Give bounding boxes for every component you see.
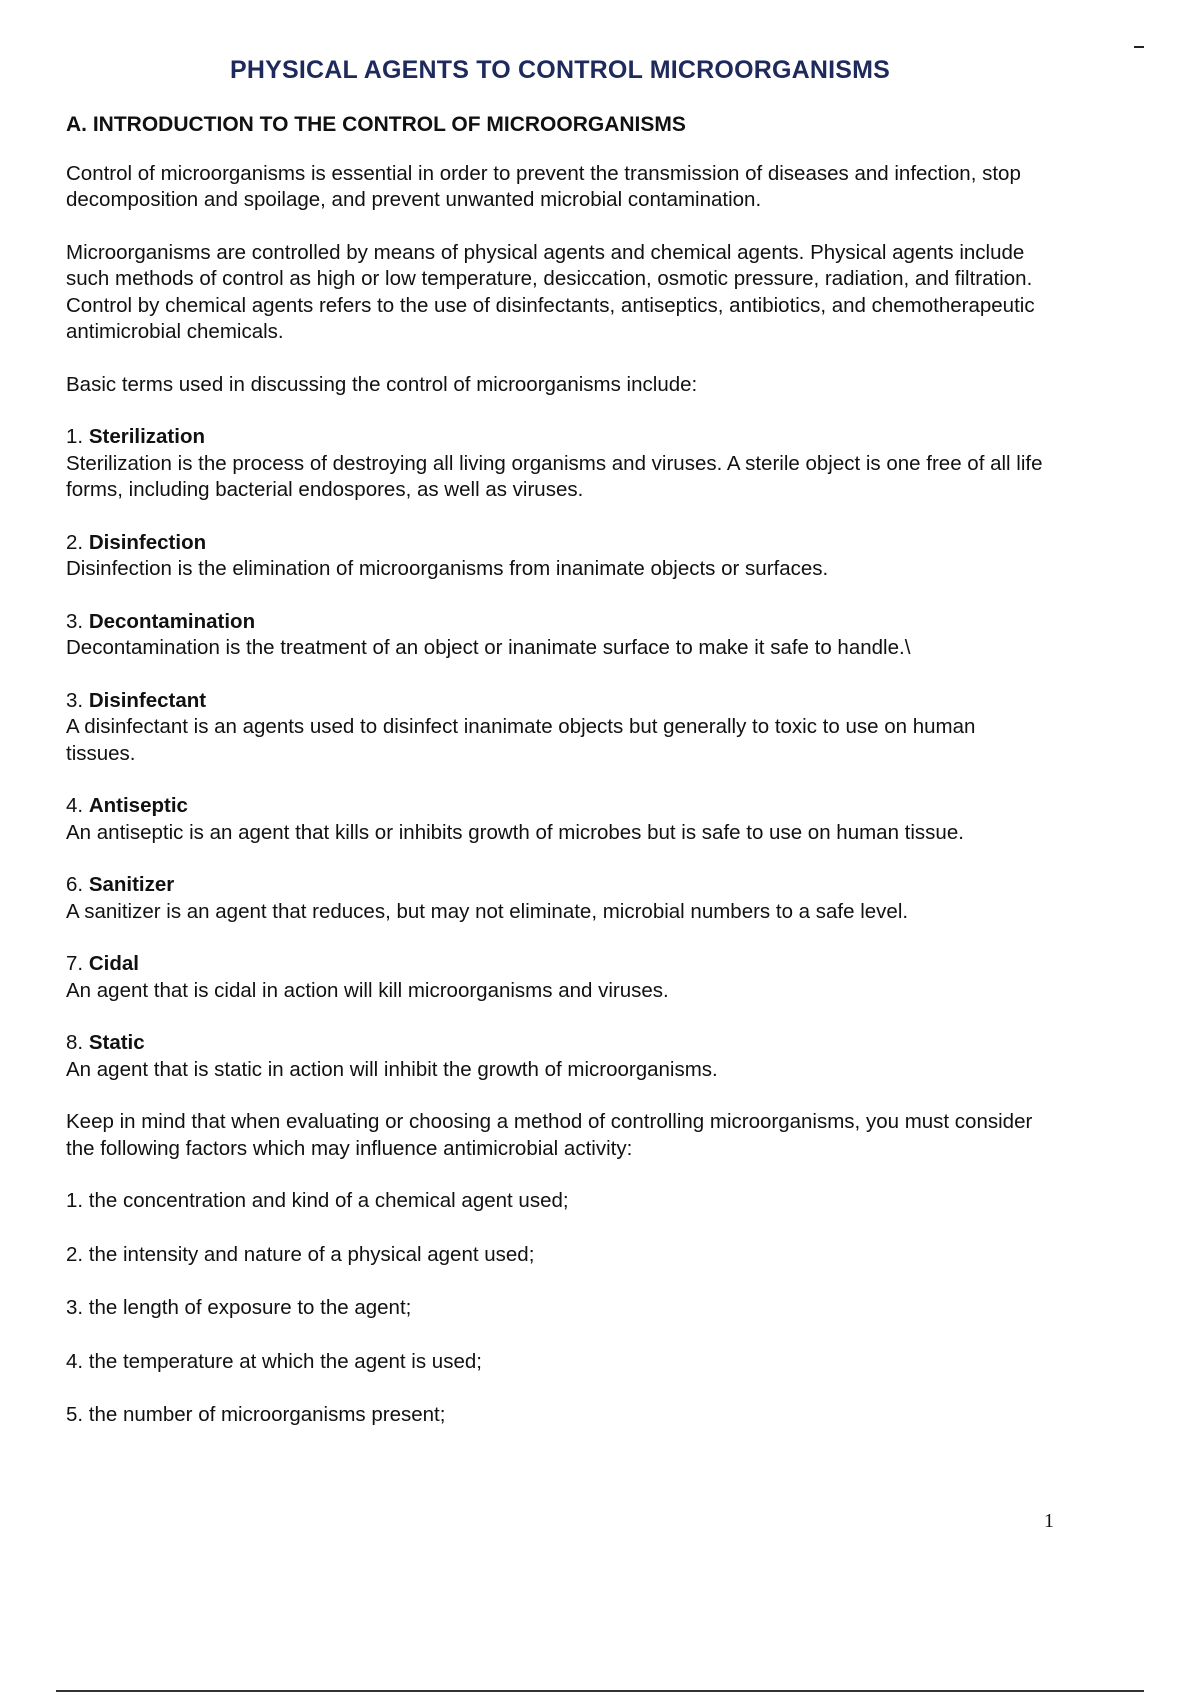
term-name: Sterilization: [88, 425, 205, 448]
term-cidal: [66, 951, 1046, 1004]
term-number: 1.: [66, 425, 84, 448]
section-heading: A. INTRODUCTION TO THE CONTROL OF MICROORGANISMS: [66, 113, 686, 136]
factor-item: 4. the temperature at which the agent is used;: [66, 1349, 482, 1373]
term-definition: An agent that is static in action will inhibit the growth of microorganisms.: [66, 1057, 718, 1081]
term-name: Decontamination: [88, 609, 256, 633]
term-name: Disinfectant: [88, 688, 207, 712]
term-sanitizer: [66, 872, 1046, 925]
term-number: 3.: [66, 609, 84, 633]
corner-dash-mark: [1134, 46, 1144, 48]
intro-paragraph-3: Basic terms used in discussing the control of microorganisms include:: [66, 372, 698, 396]
factor-item: 5. the number of microorganisms present;: [66, 1403, 446, 1426]
factors-intro: Keep in mind that when evaluating or choosing a method of controlling microorganisms, you must consider the following factors which may influence antimicrobial activity:: [66, 1110, 1033, 1160]
term-name: Cidal: [88, 952, 139, 975]
bottom-divider: [56, 1690, 1144, 1692]
term-definition: Disinfection is the elimination of microorganisms from inanimate objects or surfaces.: [66, 557, 829, 580]
term-name: Sanitizer: [88, 873, 175, 896]
document-body: [66, 112, 1046, 1456]
term-definition: A sanitizer is an agent that reduces, but may not eliminate, microbial numbers to a safe level.: [66, 899, 909, 923]
term-definition: Decontamination is the treatment of an object or inanimate surface to make it safe to handle.\: [66, 636, 911, 659]
term-definition: An antiseptic is an agent that kills or inhibits growth of microbes but is safe to use on human tissue.: [66, 820, 964, 844]
term-name: Disinfection: [88, 530, 207, 554]
document-title: PHYSICAL AGENTS TO CONTROL MICROORGANISMS: [229, 56, 891, 84]
term-number: 8.: [66, 1031, 84, 1054]
term-number: 3.: [66, 688, 84, 712]
factor-item: 1. the concentration and kind of a chemical agent used;: [66, 1189, 569, 1212]
factor-item: 3. the length of exposure to the agent;: [66, 1296, 412, 1319]
intro-paragraph-1: Control of microorganisms is essential in order to prevent the transmission of diseases and infection, stop decomposition and spoilage, and prevent unwanted microbial contamination.: [66, 161, 1021, 211]
term-name: Static: [88, 1031, 145, 1054]
term-number: 4.: [66, 794, 84, 817]
term-definition: A disinfectant is an agents used to disinfect inanimate objects but generally to toxic to use on human tissues.: [66, 715, 976, 765]
term-antiseptic: [66, 793, 1046, 846]
term-definition: Sterilization is the process of destroying all living organisms and viruses. A sterile object is one free of all life forms, including bacterial endospores, as well as viruses.: [66, 451, 1043, 501]
factor-item: 2. the intensity and nature of a physical agent used;: [66, 1242, 535, 1266]
term-definition: An agent that is cidal in action will kill microorganisms and viruses.: [66, 978, 669, 1002]
intro-paragraph-2: Microorganisms are controlled by means of physical agents and chemical agents. Physical agents include such methods of control as high or low temperature, desiccation, osmotic pressure, radiation, and filtration. Control by chemical agents refers to the use of disinfectants, antiseptics, antibiotics, and chemotherapeutic antimicrobial chemicals.: [66, 240, 1035, 343]
term-sterilization: [66, 424, 1046, 504]
term-name: Antiseptic: [88, 794, 188, 817]
term-static: [66, 1030, 1046, 1083]
term-disinfection: [66, 530, 1046, 583]
term-disinfectant: [66, 688, 1046, 768]
term-number: 6.: [66, 873, 84, 896]
page-number: 1: [1044, 1510, 1054, 1532]
term-number: 7.: [66, 952, 84, 975]
term-number: 2.: [66, 530, 84, 554]
term-decontamination: [66, 609, 1046, 662]
